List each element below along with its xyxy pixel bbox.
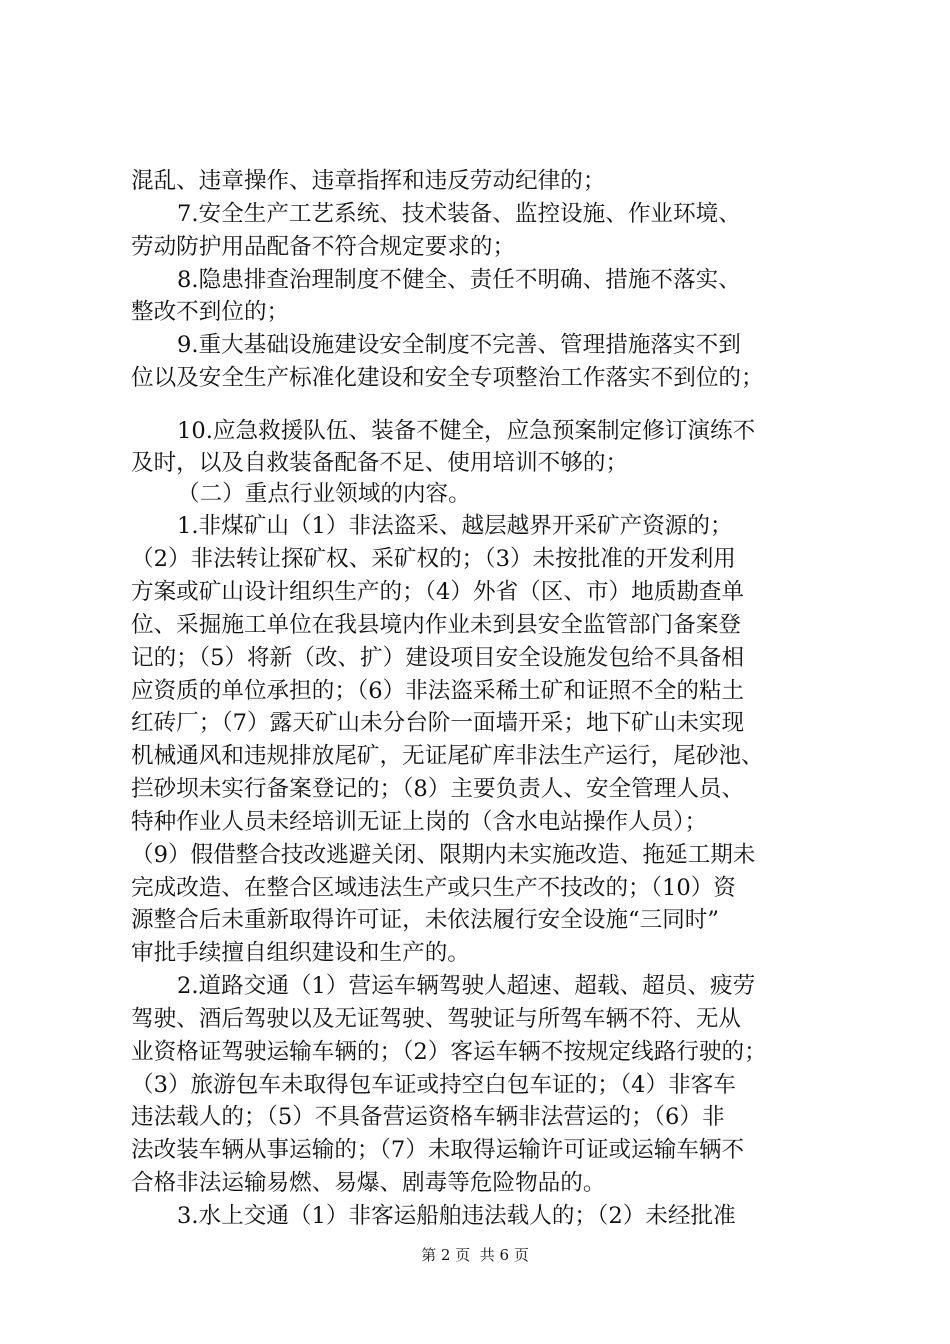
text-line: 违法载人的；（5）不具备营运资格车辆非法营运的；（6）非: [131, 1104, 725, 1130]
text-line: 10.应急救援队伍、装备不健全，应急预案制定修订演练不: [177, 418, 756, 444]
text-line: 完成改造、在整合区域违法生产或只生产不技改的；（10）资: [131, 875, 736, 901]
text-line: 8.隐患排查治理制度不健全、责任不明确、措施不落实、: [177, 267, 741, 293]
text-line: 3.水上交通（1）非客运船舶违法载人的；（2）未经批准: [177, 1203, 736, 1229]
text-line: （3）旅游包车未取得包车证或持空白包车证的；（4）非客车: [131, 1072, 736, 1098]
text-line: 特种作业人员未经培训无证上岗的（含水电站操作人员）；: [131, 809, 708, 835]
text-line: 合格非法运输易燃、易爆、剧毒等危险物品的。: [131, 1170, 606, 1196]
text-line: 审批手续擅自组织建设和生产的。: [131, 940, 470, 966]
text-line: 方案或矿山设计组织生产的；（4）外省（区、市）地质勘查单: [131, 579, 745, 605]
text-line: 机械通风和违规排放尾矿，无证尾矿库非法生产运行，尾砂池、: [131, 743, 764, 769]
text-line: 拦砂坝未实行备案登记的；（8）主要负责人、安全管理人员、: [131, 776, 745, 802]
text-line: 驾驶、酒后驾驶以及无证驾驶、驾驶证与所驾车辆不符、无从: [131, 1006, 742, 1032]
text-line: 位以及安全生产标准化建设和安全专项整治工作落实不到位的；: [131, 365, 764, 391]
text-line: 7.安全生产工艺系统、技术装备、监控设施、作业环境、: [177, 201, 741, 227]
text-line: 法改装车辆从事运输的；（7）未取得运输许可证或运输车辆不: [131, 1137, 745, 1163]
text-line: 1.非煤矿山（1）非法盗采、越层越界开采矿产资源的；: [177, 513, 733, 539]
text-line: （9）假借整合技改逃避关闭、限期内未实施改造、拖延工期未: [131, 842, 756, 868]
text-line: 劳动防护用品配备不符合规定要求的；: [131, 234, 516, 260]
text-line: 整改不到位的；: [131, 299, 290, 325]
section-heading: （二）重点行业领域的内容。: [177, 481, 471, 507]
text-line: 源整合后未重新取得许可证，未依法履行安全设施“三同时”: [131, 907, 719, 933]
text-line: （2）非法转让探矿权、采矿权的；（3）未按批准的开发利用: [131, 546, 736, 572]
text-line: 应资质的单位承担的；（6）非法盗采稀土矿和证照不全的粘土: [131, 678, 745, 704]
text-line: 业资格证驾驶运输车辆的；（2）客运车辆不按规定线路行驶的；: [131, 1039, 767, 1065]
page-number-footer: 第 2 页 共 6 页: [421, 1246, 529, 1264]
text-line: 混乱、违章操作、违章指挥和违反劳动纪律的；: [131, 168, 606, 194]
text-line: 位、采掘施工单位在我县境内作业未到县安全监管部门备案登: [131, 612, 742, 638]
text-line: 9.重大基础设施建设安全制度不完善、管理措施落实不到: [177, 332, 741, 358]
text-line: 记的；（5）将新（改、扩）建设项目安全设施发包给不具备相: [131, 645, 745, 671]
text-line: 2.道路交通（1）营运车辆驾驶人超速、超载、超员、疲劳: [177, 973, 756, 999]
text-line: 红砖厂；（7）露天矿山未分台阶一面墙开采；地下矿山未实现: [131, 710, 745, 736]
text-line: 及时，以及自救装备配备不足、使用培训不够的；: [131, 450, 629, 476]
